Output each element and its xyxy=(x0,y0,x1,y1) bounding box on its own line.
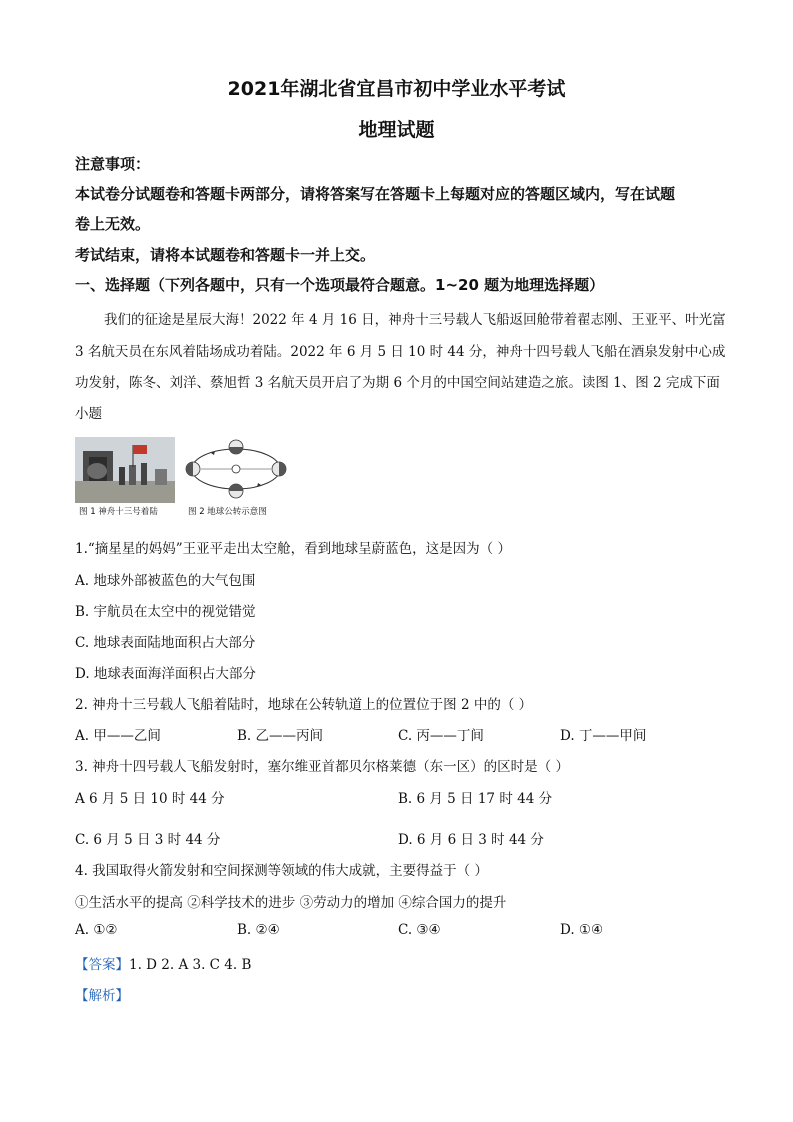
figure-group xyxy=(75,437,305,517)
figure2-caption: 图 2 地球公转示意图 xyxy=(188,507,267,517)
notice-line-2: 卷上无效。 xyxy=(75,215,151,233)
q2-option-b: B. 乙——丙间 xyxy=(237,728,324,744)
notice-line-1: 本试卷分试题卷和答题卡两部分，请将答案写在答题卡上每题对应的答题区域内，写在试题 xyxy=(75,185,676,203)
q2-option-a: A. 甲——乙间 xyxy=(75,728,161,744)
q2-option-d: D. 丁——甲间 xyxy=(560,728,647,744)
q4-stem: 4. 我国取得火箭发射和空间探测等领域的伟大成就，主要得益于（ ） xyxy=(75,863,488,879)
q1-option-d: D. 地球表面海洋面积占大部分 xyxy=(75,666,256,682)
q4-options-line: ①生活水平的提高 ②科学技术的进步 ③劳动力的增加 ④综合国力的提升 xyxy=(75,895,507,911)
passage-line-4: 小题 xyxy=(75,406,102,422)
passage-line-2: 3 名航天员在东风着陆场成功着陆。2022 年 6 月 5 日 10 时 44 分，神舟十四号载人飞船在酒泉发射中心成 xyxy=(75,344,726,360)
landing-photo xyxy=(75,437,175,503)
q3-option-c: C. 6 月 5 日 3 时 44 分 xyxy=(75,832,221,848)
q3-option-b: B. 6 月 5 日 17 时 44 分 xyxy=(398,791,553,807)
analysis-tag: 【解析】 xyxy=(75,988,129,1004)
figure1-caption: 图 1 神舟十三号着陆 xyxy=(79,507,158,517)
q3-stem: 3. 神舟十四号载人飞船发射时，塞尔维亚首都贝尔格莱德（东一区）的区时是（ ） xyxy=(75,759,569,775)
exam-title: 2021年湖北省宜昌市初中学业水平考试 xyxy=(227,78,566,100)
q2-stem: 2. 神舟十三号载人飞船着陆时，地球在公转轨道上的位置位于图 2 中的（ ） xyxy=(75,697,533,713)
q4-option-c: C. ③④ xyxy=(398,922,441,938)
section-heading: 一、选择题（下列各题中，只有一个选项最符合题意。1~20 题为地理选择题） xyxy=(75,276,605,294)
q3-option-d: D. 6 月 6 日 3 时 44 分 xyxy=(398,832,544,848)
passage-line-3: 功发射，陈冬、刘洋、蔡旭哲 3 名航天员开启了为期 6 个月的中国空间站建造之旅。读图 1、图 2 完成下面 xyxy=(75,375,720,391)
q1-option-b: B. 宇航员在太空中的视觉错觉 xyxy=(75,604,256,620)
q1-option-c: C. 地球表面陆地面积占大部分 xyxy=(75,635,256,651)
answer-tag: 【答案】 xyxy=(75,957,129,973)
notice-line-3: 考试结束，请将本试题卷和答题卡一并上交。 xyxy=(75,246,376,264)
answer-values: 1. D 2. A 3. C 4. B xyxy=(129,957,252,973)
q3-option-a: A 6 月 5 日 10 时 44 分 xyxy=(75,791,225,807)
q4-option-a: A. ①② xyxy=(75,922,118,938)
q1-stem: 1.“摘星星的妈妈”王亚平走出太空舱，看到地球呈蔚蓝色，这是因为（ ） xyxy=(75,541,511,557)
exam-subtitle: 地理试题 xyxy=(358,119,435,141)
q4-option-d: D. ①④ xyxy=(560,922,604,938)
q4-option-b: B. ②④ xyxy=(237,922,280,938)
answer-line xyxy=(75,953,251,973)
notice-heading: 注意事项： xyxy=(75,155,151,173)
orbit-diagram xyxy=(181,437,291,501)
q2-option-c: C. 丙——丁间 xyxy=(398,728,484,744)
passage-line-1: 我们的征途是星辰大海！2022 年 4 月 16 日，神舟十三号载人飞船返回舱带着翟志刚、王亚平、叶光富 xyxy=(104,312,726,328)
q1-option-a: A. 地球外部被蓝色的大气包围 xyxy=(75,573,256,589)
